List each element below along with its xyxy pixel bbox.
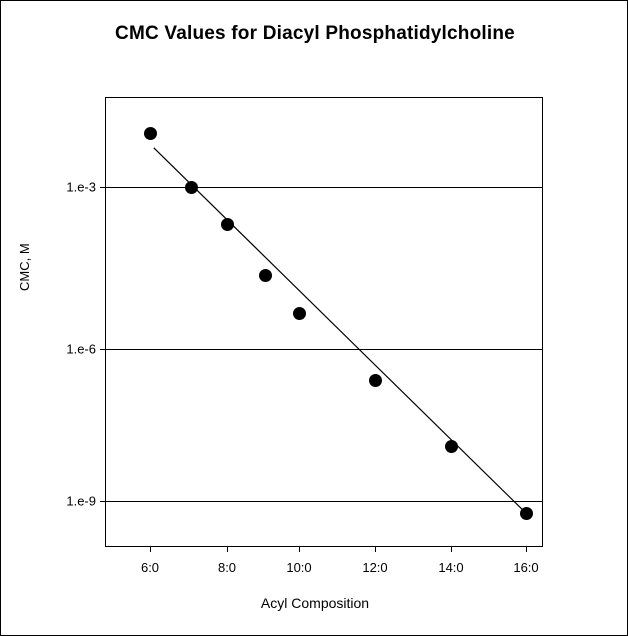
data-point (445, 440, 458, 453)
y-axis-tick-label: 1.e-6 (66, 341, 96, 357)
data-point (185, 181, 198, 194)
x-axis-tick (299, 546, 300, 552)
y-axis-title: CMC, M (17, 243, 32, 291)
x-axis-tick (451, 546, 452, 552)
data-point (369, 374, 382, 387)
x-axis-tick-label: 16:0 (513, 560, 539, 575)
trend-line (106, 98, 542, 546)
x-axis-tick-label: 8:0 (217, 560, 237, 575)
x-axis-tick-label: 12:0 (362, 560, 388, 575)
plot-area (66, 97, 543, 575)
x-axis-tick (227, 546, 228, 552)
x-axis-tick-label: 10:0 (286, 560, 312, 575)
y-axis-tick-label: 1.e-9 (66, 493, 96, 509)
data-point (293, 307, 306, 320)
x-axis-tick-label: 14:0 (438, 560, 464, 575)
y-axis-tick-label: 1.e-3 (66, 179, 96, 195)
x-axis-title: Acyl Composition (260, 595, 370, 611)
data-point (259, 269, 272, 282)
data-point (221, 218, 234, 231)
x-axis-tick (375, 546, 376, 552)
chart-title: CMC Values for Diacyl Phosphatidylcholine (115, 23, 515, 44)
data-point (144, 127, 157, 140)
x-axis-tick-label: 6:0 (140, 560, 160, 575)
data-point (520, 507, 533, 520)
x-axis-tick (526, 546, 527, 552)
x-axis-tick (150, 546, 151, 552)
